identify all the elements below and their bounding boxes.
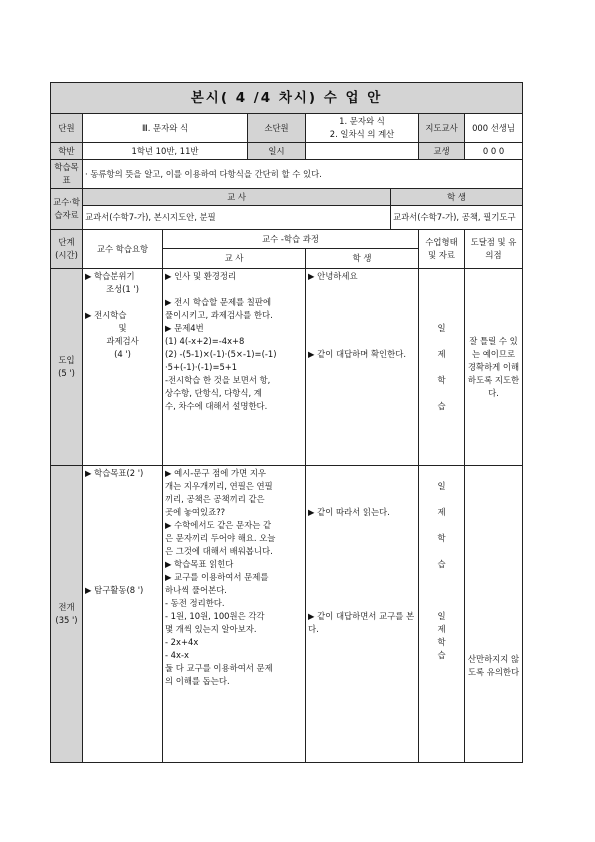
student-material: 교과서(수학7-가), 공책, 필기도구	[391, 206, 523, 230]
develop-elem-2: ▶ 탐구활동(8 ')	[85, 585, 144, 596]
develop-elem-1: ▶ 학습목표(2 ')	[85, 468, 144, 479]
goal-label: 학습목표	[51, 160, 83, 189]
page-title: 본시( 4 /4 차시) 수 업 안	[51, 83, 523, 114]
teacher-material: 교과서(수학7-가), 본시지도안, 분필	[83, 206, 391, 230]
stage-header: 단계 (시간)	[51, 230, 83, 269]
develop-teacher-line: - 1원, 10원, 100원은 각각	[165, 611, 265, 622]
develop-teacher-line: ▶ 수학에서도 같은 문자는 같	[165, 520, 272, 531]
subunit-value-1: 1. 문자와 식	[339, 116, 385, 126]
intro-teacher-line: ▶ 전시 학습할 문제를 칠판에	[165, 297, 272, 308]
intro-form-char: 학	[437, 374, 446, 385]
develop-form-char: 학	[437, 533, 446, 544]
intro-stage	[51, 269, 83, 466]
develop-form-char: 학	[437, 637, 446, 648]
form-header: 수업형태 및 자료	[419, 230, 465, 269]
intro-form-char: 일	[437, 322, 446, 333]
intro-student-2: ▶ 같이 대답하며 확인한다.	[308, 349, 406, 360]
subunit-label: 소단원	[248, 114, 306, 143]
develop-student-1: ▶ 같이 따라서 읽는다.	[308, 507, 390, 518]
intro-form-char: 제	[437, 348, 446, 359]
develop-teacher-line: ▶ 학습목표 읽힌다	[165, 559, 234, 570]
develop-form-char: 일	[437, 481, 446, 492]
intro-teacher-line: ▶ 문제4번	[165, 323, 204, 334]
intro-teacher-line: (1) 4(-x+2)=-4x+8	[165, 336, 245, 347]
develop-student-2: ▶ 같이 대답하면서 교구를 본다.	[308, 611, 415, 635]
date-value	[306, 143, 419, 160]
develop-notes-text: 산만하지지 않도록 유의한다	[467, 654, 520, 678]
intro-notes: 잘 틀릴 수 있는 예이므로 경확하게 이해하도록 지도한다.	[465, 269, 523, 466]
unit-value: Ⅲ. 문자와 식	[83, 114, 248, 143]
develop-teacher-line: ▶ 교구를 이용하여서 문제를	[165, 572, 269, 583]
develop-teacher-line: - 2x+4x	[165, 637, 199, 648]
teacher-value: 000 선생님	[465, 114, 523, 143]
develop-form	[419, 466, 465, 763]
intro-elem-3: ▶ 전시학습	[85, 310, 127, 321]
develop-form-char: 제	[437, 507, 446, 518]
teacher-process-header: 교 사	[163, 249, 306, 269]
develop-form-char: 일	[437, 611, 446, 622]
intro-stage-time: (5 ')	[58, 368, 75, 379]
intro-stage-name: 도입	[58, 355, 75, 366]
class-value: 1학년 10반, 11반	[83, 143, 248, 160]
date-label: 일시	[248, 143, 306, 160]
develop-student	[306, 466, 419, 763]
subunit-value	[306, 114, 419, 143]
intro-teacher	[163, 269, 306, 466]
develop-teacher-line: 몇 개씩 있는지 알아보자.	[165, 624, 257, 635]
student-material-header: 학 생	[391, 189, 523, 206]
intro-form-char: 습	[437, 400, 446, 411]
intro-student-1: ▶ 안녕하세요	[308, 271, 358, 282]
process-header: 교수 -학습 과정	[163, 230, 419, 249]
student-process-header: 학 생	[306, 249, 419, 269]
develop-teacher-line: 은 그것에 대해서 배워봅니다.	[165, 546, 273, 557]
develop-notes	[465, 466, 523, 763]
unit-label: 단원	[51, 114, 83, 143]
intro-teacher-line: 풀이시키고, 과제검사를 한다.	[165, 310, 273, 321]
intro-elem-6: (4 ')	[114, 349, 131, 360]
develop-teacher-line: - 4x-x	[165, 650, 189, 661]
develop-teacher-line: 은 문자끼리 두어야 해요. 오늘	[165, 533, 276, 544]
teacher-label: 지도교사	[419, 114, 465, 143]
intro-teacher-line: 수, 차수에 대해서 설명한다.	[165, 401, 268, 412]
intro-elements	[83, 269, 163, 466]
intro-form	[419, 269, 465, 466]
develop-teacher-line: - 동전 정리한다.	[165, 598, 225, 609]
develop-form-char: 습	[437, 650, 446, 661]
material-label: 교수·학습자료	[51, 189, 83, 230]
develop-form-char: 제	[437, 624, 446, 635]
class-label: 학반	[51, 143, 83, 160]
intro-student	[306, 269, 419, 466]
develop-stage-time: (35 ')	[55, 615, 78, 626]
develop-teacher-line: 하나씩 풀어본다.	[165, 585, 227, 596]
intro-teacher-line: ·5+(-1)·(-1)=5+1	[165, 362, 238, 373]
develop-stage-name: 전개	[58, 602, 75, 613]
lesson-plan-table	[50, 82, 523, 763]
develop-teacher-line: 개는 지우개끼리, 연필은 연필	[165, 481, 273, 492]
notes-header: 도달점 및 유의점	[465, 230, 523, 269]
intro-elem-1: ▶ 학습분위기	[85, 271, 135, 282]
room-label: 교생	[419, 143, 465, 160]
develop-teacher-line: ▶ 예시-문구 점에 가면 지우	[165, 468, 267, 479]
goal-value: · 동류항의 뜻을 알고, 이를 이용하여 다항식을 간단히 할 수 있다.	[83, 160, 523, 189]
develop-elements	[83, 466, 163, 763]
develop-teacher-line: 곳에 놓여있죠??	[165, 507, 226, 518]
develop-form-char: 습	[437, 559, 446, 570]
intro-teacher-line: (2) -(5-1)×(-1)·(5×-1)=(-1)	[165, 349, 277, 360]
develop-teacher-line: 의 이해를 돕는다.	[165, 676, 230, 687]
intro-elem-5: 과제검사	[106, 336, 139, 347]
subunit-value-2: 2. 일차식 의 계산	[329, 129, 395, 140]
room-value: 0 0 0	[465, 143, 523, 160]
intro-elem-4: 및	[118, 323, 127, 334]
intro-elem-2: 조성(1 ')	[105, 284, 139, 295]
intro-teacher-line: ▶ 인사 및 환경정리	[165, 271, 237, 282]
teacher-material-header: 교 사	[83, 189, 391, 206]
intro-teacher-line: -전시학습 한 것을 보면서 항,	[165, 375, 271, 386]
develop-teacher-line: 끼리, 공책은 공책끼리 같은	[165, 494, 265, 505]
develop-teacher-line: 둘 다 교구를 이용하여서 문제	[165, 663, 273, 674]
develop-stage	[51, 466, 83, 763]
intro-teacher-line: 상수항, 단항식, 다항식, 계	[165, 388, 262, 399]
elements-header: 교수 학습요항	[83, 230, 163, 269]
develop-teacher	[163, 466, 306, 763]
